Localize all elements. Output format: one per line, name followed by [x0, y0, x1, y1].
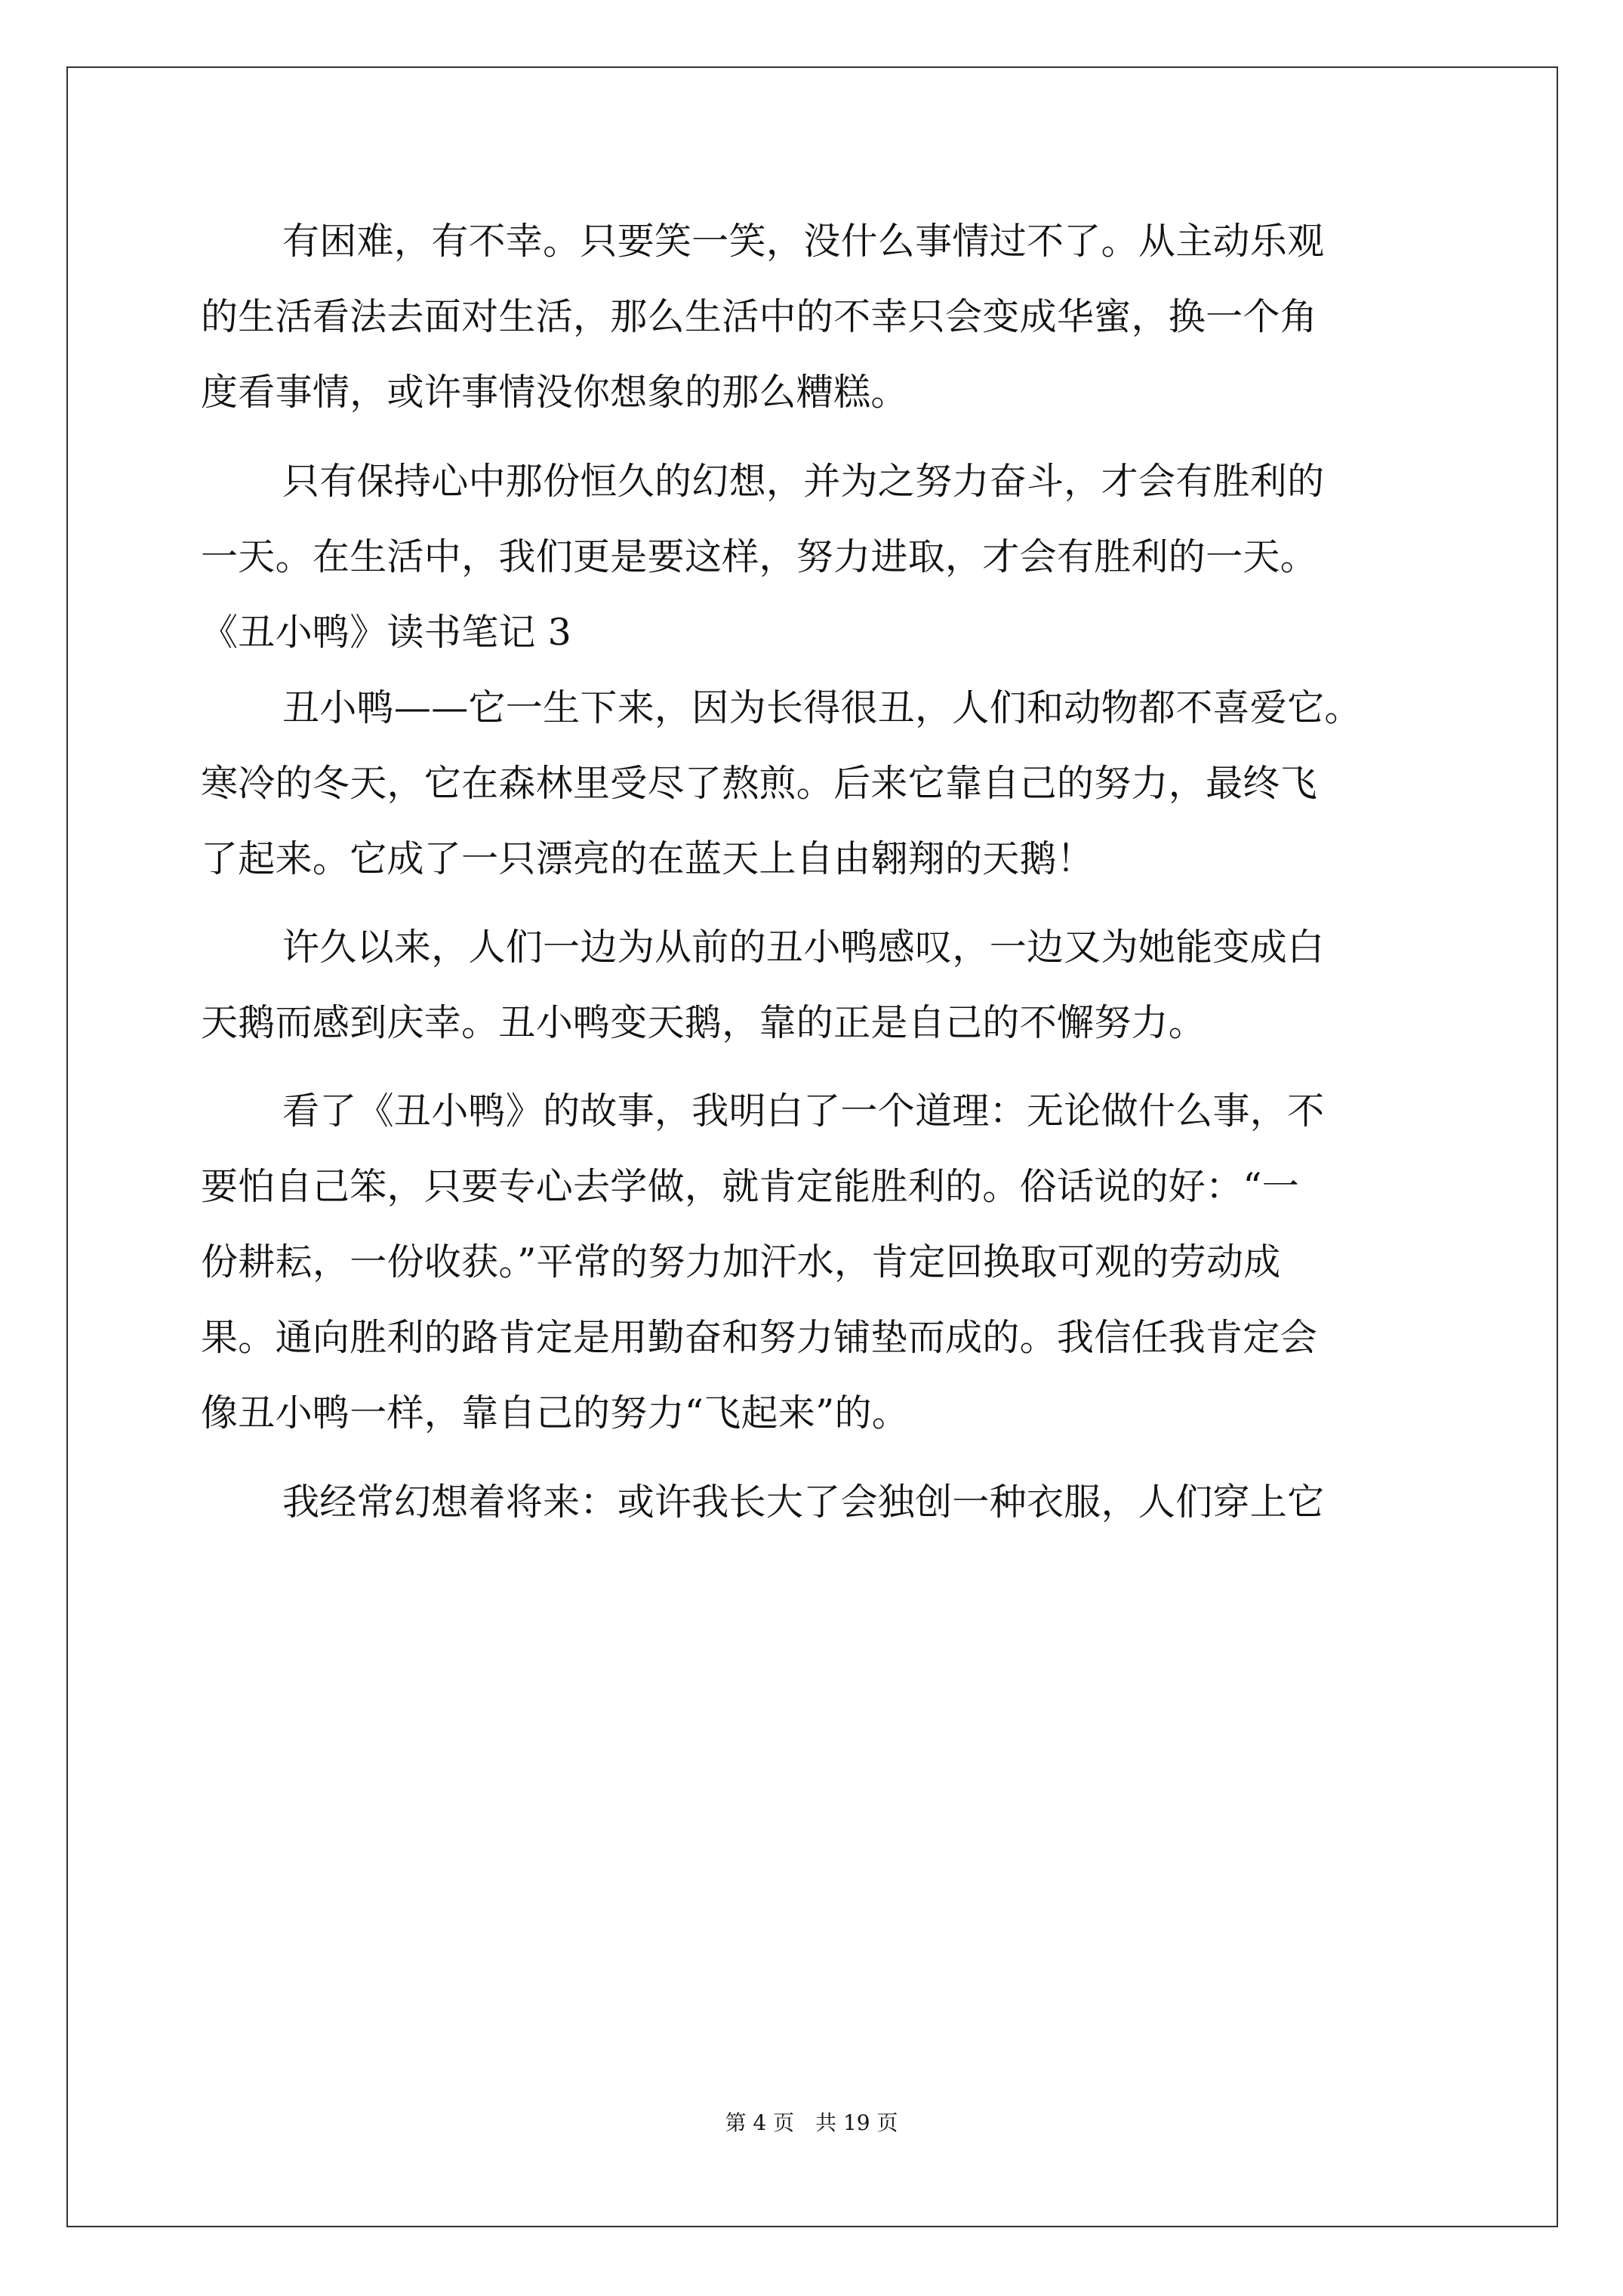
page-footer [0, 2106, 1623, 2137]
text-line: 度看事情，或许事情没你想象的那么糟糕。 [201, 371, 908, 414]
text-line: 寒冷的冬天，它在森林里受尽了熬煎。后来它靠自己的努力，最终飞 [201, 762, 1318, 805]
text-line: 像丑小鸭一样，靠自己的努力“飞起来”的。 [201, 1391, 910, 1435]
text-line: 要怕自己笨，只要专心去学做，就肯定能胜利的。俗话说的好：“一 [201, 1165, 1300, 1208]
section-heading: 《丑小鸭》读书笔记 3 [201, 611, 572, 654]
text-line: 果。通向胜利的路肯定是用勤奋和努力铺垫而成的。我信任我肯定会 [201, 1316, 1318, 1359]
page-number: 第 4 页 [725, 2110, 795, 2135]
text-line: 份耕耘，一份收获。”平常的努力加汗水，肯定回换取可观的劳动成 [201, 1240, 1281, 1284]
text-line: 一天。在生活中，我们更是要这样，努力进取，才会有胜利的一天。 [201, 535, 1318, 578]
text-line: 的生活看法去面对生活，那么生活中的不幸只会变成华蜜，换一个角 [201, 295, 1318, 338]
text-line: 天鹅而感到庆幸。丑小鸭变天鹅，靠的正是自己的不懈努力。 [201, 1001, 1206, 1044]
text-line: 只有保持心中那份恒久的幻想，并为之努力奋斗，才会有胜利的 [282, 460, 1325, 503]
text-line: 了起来。它成了一只漂亮的在蓝天上自由翱翔的天鹅！ [201, 837, 1095, 880]
text-line: 丑小鸭——它一生下来，因为长得很丑，人们和动物都不喜爱它。 [282, 686, 1362, 729]
text-line: 看了《丑小鸭》的故事，我明白了一个道理：无论做什么事，不 [282, 1089, 1325, 1133]
page-total: 共 19 页 [815, 2110, 898, 2135]
text-line: 有困难，有不幸。只要笑一笑，没什么事情过不了。从主动乐观 [282, 220, 1325, 263]
text-line: 许久以来，人们一边为从前的丑小鸭感叹，一边又为她能变成白 [282, 926, 1325, 969]
text-line: 我经常幻想着将来：或许我长大了会独创一种衣服，人们穿上它 [282, 1481, 1325, 1524]
